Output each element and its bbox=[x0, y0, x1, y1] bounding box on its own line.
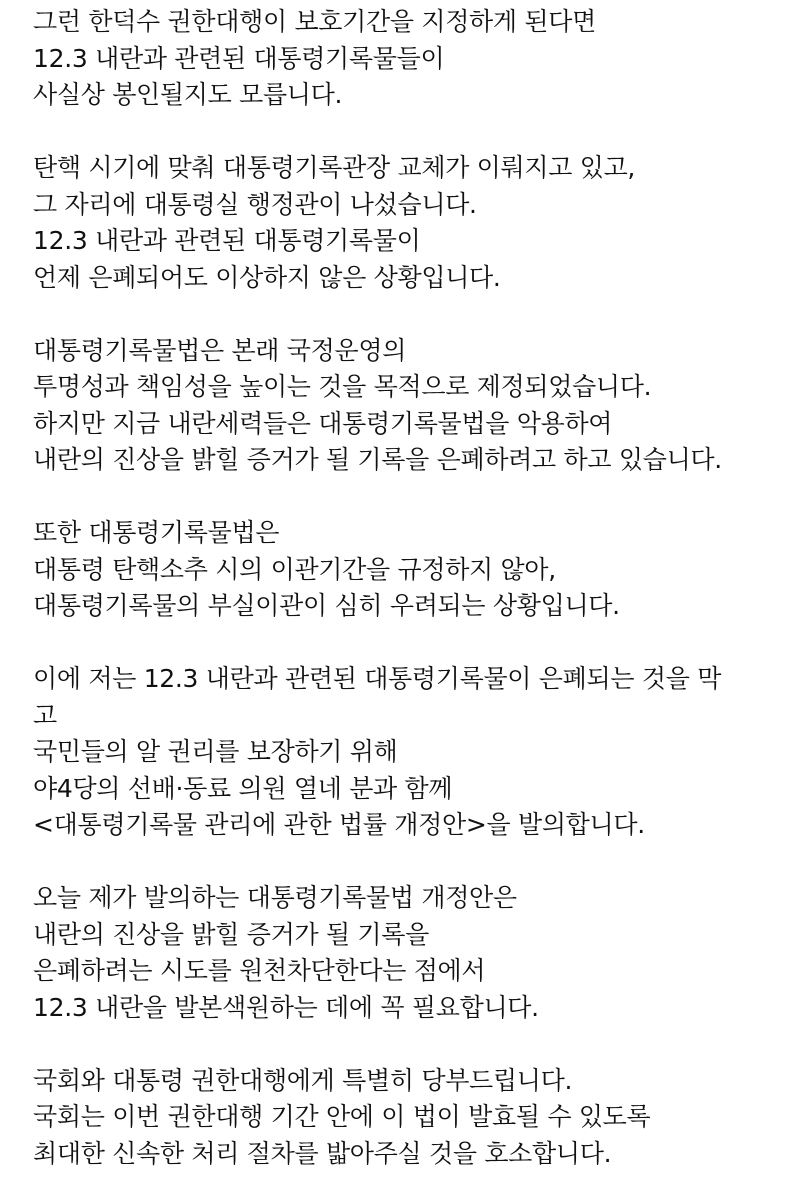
text-line: 국회와 대통령 권한대행에게 특별히 당부드립니다. bbox=[33, 1065, 573, 1095]
text-line: <대통령기록물 관리에 관한 법률 개정안>을 발의합니다. bbox=[33, 810, 645, 839]
paragraph-4 bbox=[33, 515, 773, 625]
text-line: 하지만 지금 내란세력들은 대통령기록물법을 악용하여 bbox=[33, 408, 613, 438]
post-body bbox=[33, 4, 773, 1172]
text-line: 대통령기록물의 부실이관이 심히 우려되는 상황입니다. bbox=[33, 591, 620, 620]
text-line: 언제 은폐되어도 이상하지 않은 상황입니다. bbox=[33, 262, 501, 292]
text-line: 12.3 내란과 관련된 대통령기록물이 bbox=[33, 226, 421, 255]
text-line: 또한 대통령기록물법은 bbox=[33, 518, 280, 547]
text-line: 그런 한덕수 권한대행이 보호기간을 지정하게 된다면 bbox=[33, 7, 596, 36]
text-line: 야4당의 선배·동료 의원 열네 분과 함께 bbox=[33, 773, 453, 803]
text-line: 그 자리에 대통령실 행정관이 나섰습니다. bbox=[33, 189, 477, 219]
text-line: 대통령 탄핵소추 시의 이관기간을 규정하지 않아, bbox=[33, 554, 556, 584]
text-line: 고 bbox=[33, 700, 57, 730]
paragraph-7 bbox=[33, 1063, 773, 1173]
text-line: 12.3 내란을 발본색원하는 데에 꼭 필요합니다. bbox=[33, 992, 539, 1022]
text-line: 내란의 진상을 밝힐 증거가 될 기록을 bbox=[33, 919, 429, 949]
text-line: 최대한 신속한 처리 절차를 밟아주실 것을 호소합니다. bbox=[33, 1138, 612, 1168]
text-line: 12.3 내란과 관련된 대통령기록물들이 bbox=[33, 43, 445, 73]
paragraph-2 bbox=[33, 150, 773, 296]
text-line: 내란의 진상을 밝힐 증거가 될 기록을 은폐하려고 하고 있습니다. bbox=[33, 445, 722, 474]
text-line: 오늘 제가 발의하는 대통령기록물법 개정안은 bbox=[33, 883, 517, 912]
paragraph-6 bbox=[33, 880, 773, 1026]
paragraph-5 bbox=[33, 661, 773, 844]
text-line: 국민들의 알 권리를 보장하기 위해 bbox=[33, 737, 398, 766]
paragraph-1 bbox=[33, 4, 773, 114]
text-line: 사실상 봉인될지도 모릅니다. bbox=[33, 80, 343, 109]
text-line: 이에 저는 12.3 내란과 관련된 대통령기록물이 은폐되는 것을 막 bbox=[33, 664, 722, 693]
text-line: 대통령기록물법은 본래 국정운영의 bbox=[33, 335, 407, 365]
text-line: 국회는 이번 권한대행 기간 안에 이 법이 발효될 수 있도록 bbox=[33, 1102, 651, 1131]
paragraph-3 bbox=[33, 333, 773, 479]
text-line: 은폐하려는 시도를 원천차단한다는 점에서 bbox=[33, 956, 486, 985]
text-line: 탄핵 시기에 맞춰 대통령기록관장 교체가 이뤄지고 있고, bbox=[33, 153, 636, 182]
text-line: 투명성과 책임성을 높이는 것을 목적으로 제정되었습니다. bbox=[33, 372, 652, 401]
